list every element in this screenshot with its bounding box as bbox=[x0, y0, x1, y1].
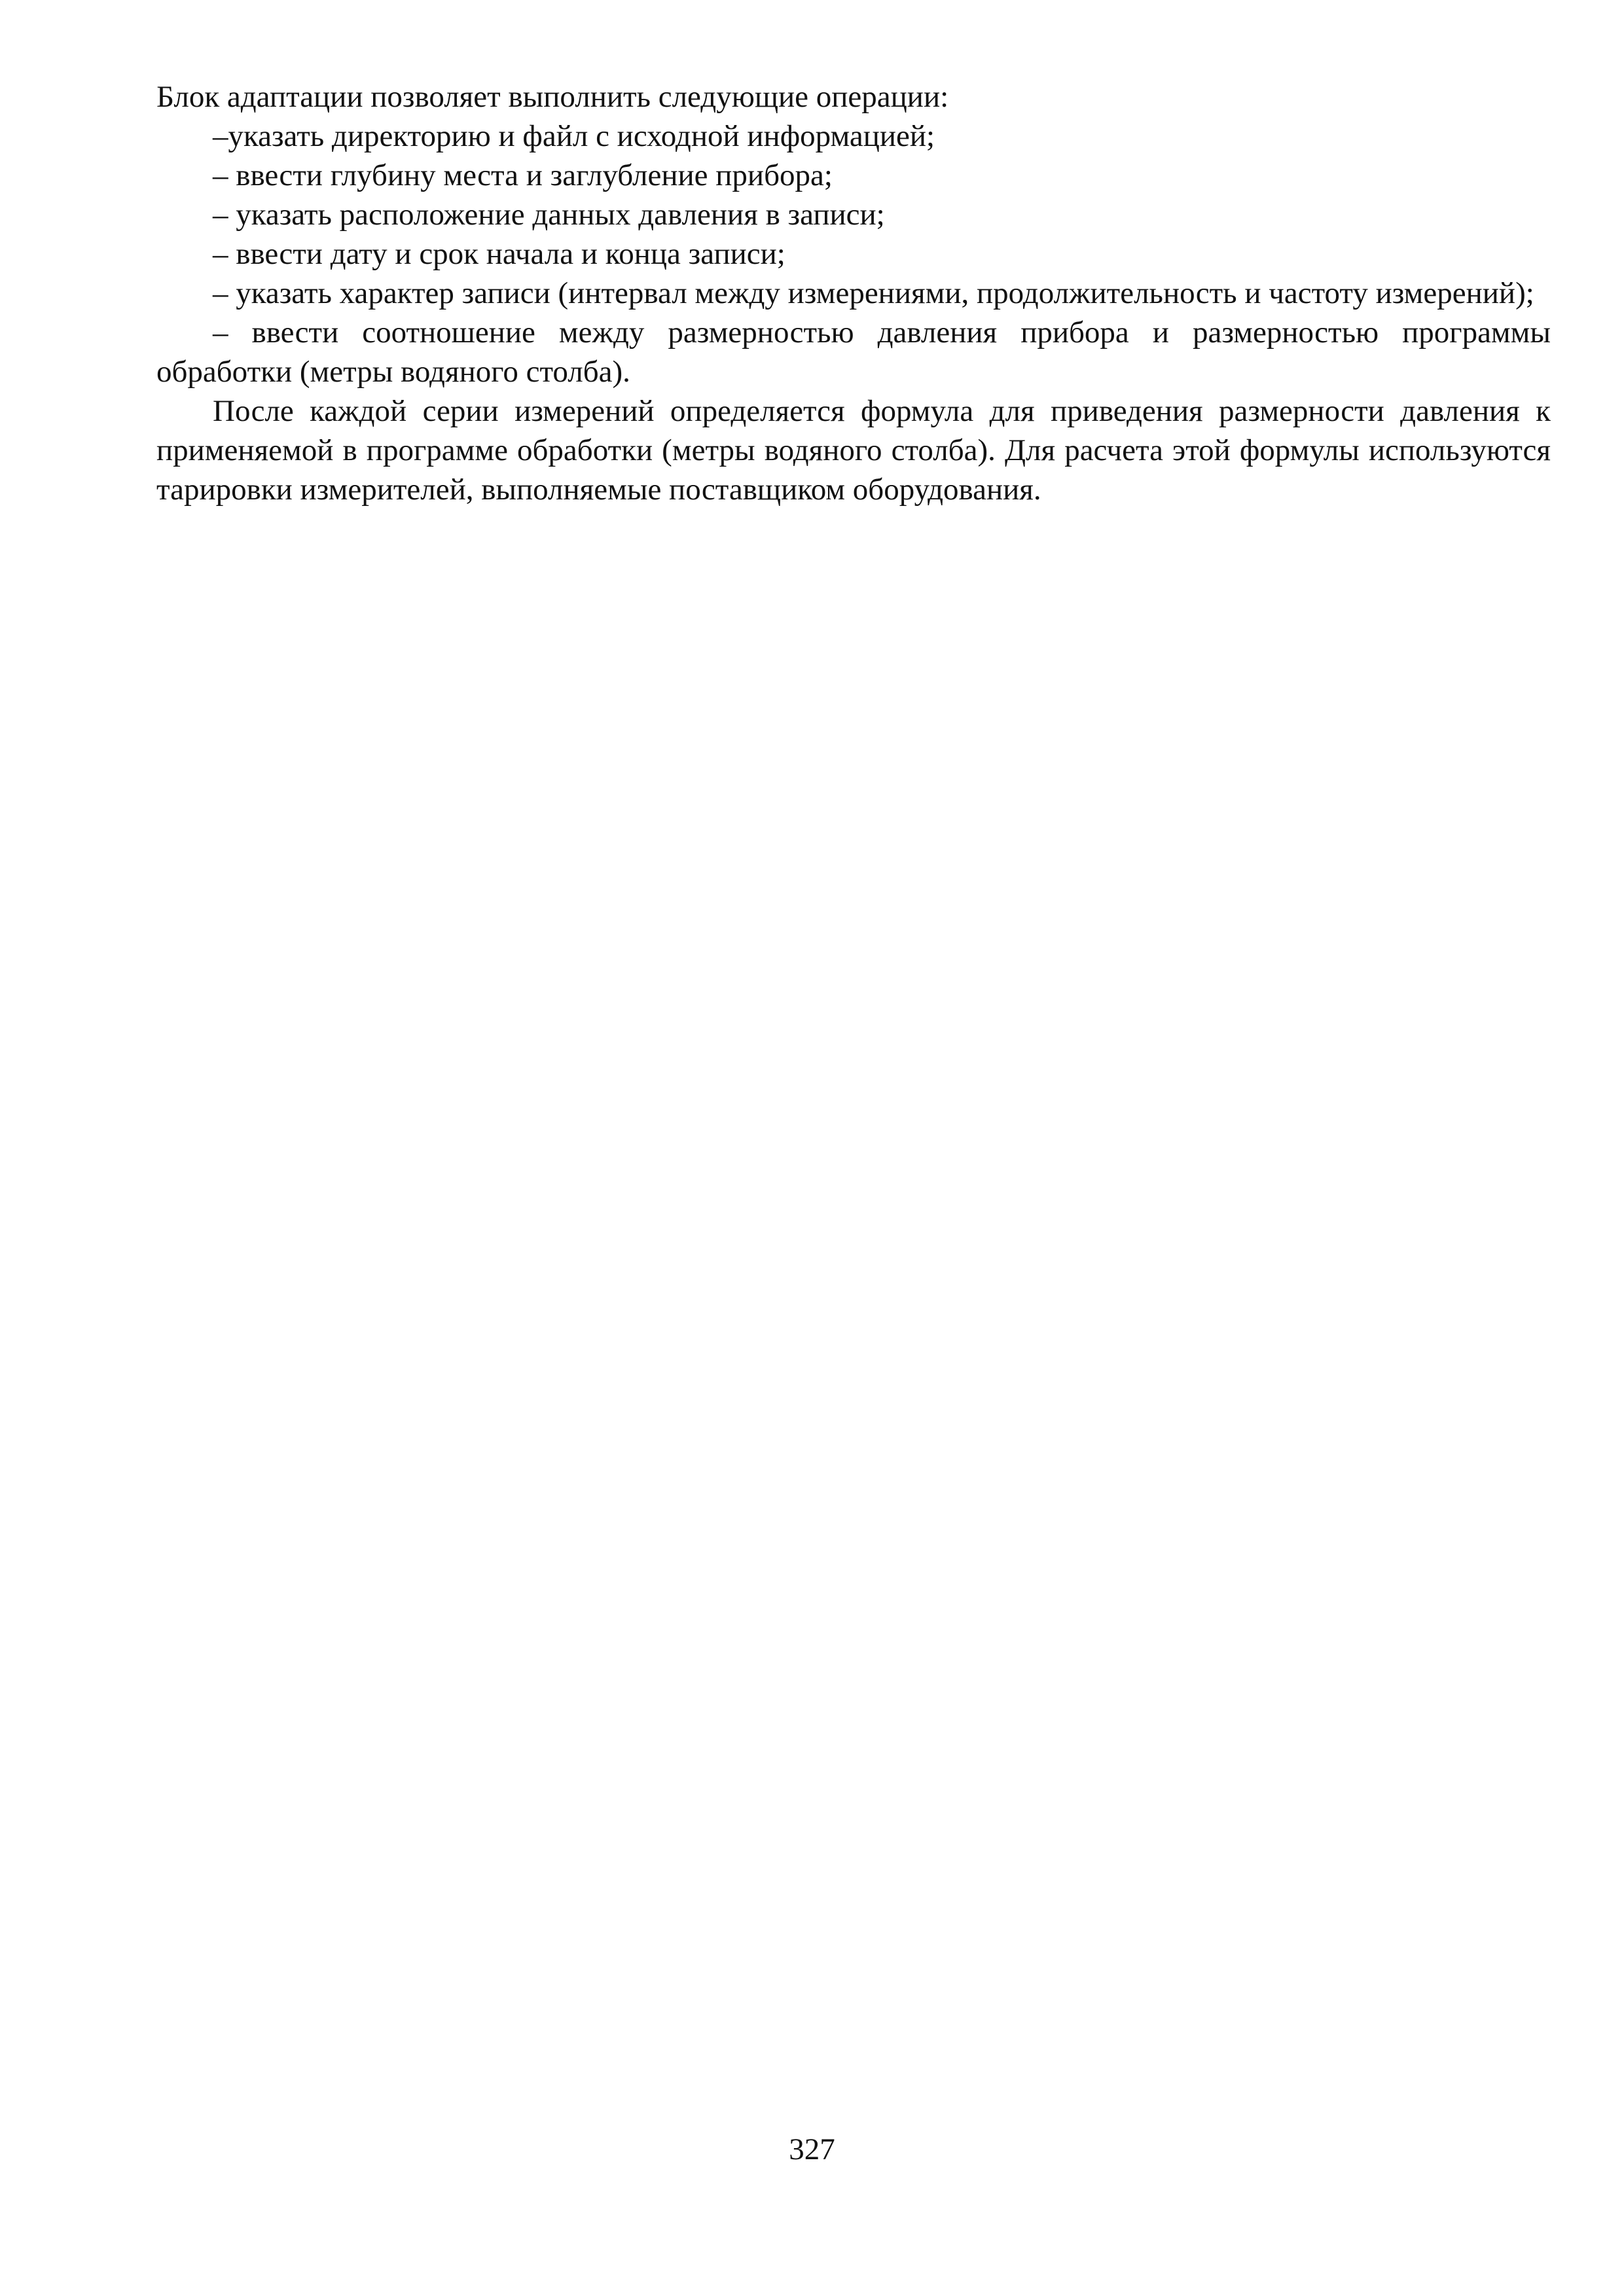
operation-item: – указать характер записи (интервал между измерениями, продолжительность и частоту измерений); bbox=[213, 276, 1534, 310]
operation-item: – ввести соотношение между размерностью давления прибора и размерностью программы обработки (метры водяного столба). bbox=[156, 315, 1551, 389]
page-number: 327 bbox=[789, 2132, 835, 2166]
operation-item: –указать директорию и файл с исходной информацией; bbox=[213, 119, 935, 153]
closing-paragraph: После каждой серии измерений определяется формула для приведения размерности давления к применяемой в программе обработки (метры водяного столба). Для расчета этой формулы используются тарировки измерителей, выполняемые поставщиком оборудования. bbox=[156, 394, 1551, 507]
operation-item: – указать расположение данных давления в записи; bbox=[213, 198, 885, 232]
intro-paragraph: Блок адаптации позволяет выполнить следующие операции: bbox=[156, 80, 949, 114]
operation-item: – ввести дату и срок начала и конца записи; bbox=[213, 237, 785, 271]
operation-item: – ввести глубину места и заглубление прибора; bbox=[213, 158, 833, 192]
page-body bbox=[156, 77, 1551, 509]
